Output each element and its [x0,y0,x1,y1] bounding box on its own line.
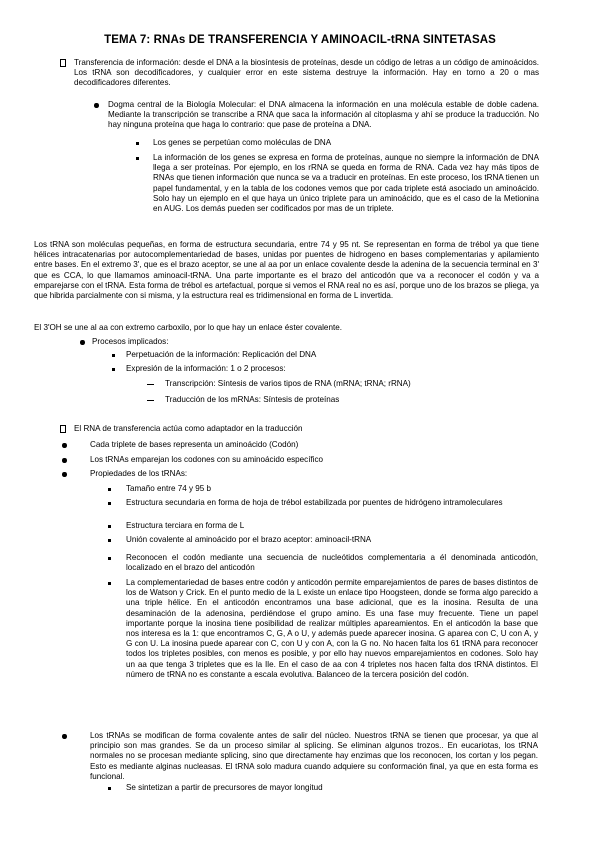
dot-bullet-icon [62,443,67,448]
paragraph-precursors: Se sintetizan a partir de precursores de mayor longitud [126,783,323,792]
box-bullet-icon [60,425,66,433]
paragraph-pairing: Los tRNAs emparejan los codones con su aminoácido específico [90,455,324,464]
paragraph-gene-expression: La información de los genes se expresa en forma de proteínas, aunque no siempre la información de DNA llega a ser proteínas. Por ejemplo, en los rRNA se queda en forma de RNA. Cada vez hay más tipos de RNAs que tienen información que nunca se va a traducir en proteínas. En este proceso, los tRNA tienen un papel fundamental, y en la tabla de los codones vemos que por cada triplete está asociado un aminoácido. Solo hay un ejemplo en el que haya un único triplete para un aminoácido, que es el caso de la Metionina en AUG. Los demás pueden ser codificados por mas de un triplete. [153,153,539,214]
square-bullet-icon [136,157,139,160]
box-bullet-icon [60,59,66,67]
square-bullet-icon [108,525,111,528]
square-bullet-icon [112,368,115,371]
paragraph-processes: Procesos implicados: [92,337,169,346]
paragraph-covalent-union: Unión covalente al aminoácido por el brazo aceptor: aminoacil-tRNA [126,535,372,544]
dot-bullet-icon [62,734,67,739]
square-bullet-icon [108,488,111,491]
paragraph-trna-structure: Los tRNA son moléculas pequeñas, en forma de estructura secundaria, entre 74 y 95 nt. Se representan en forma de trébol ya que tiene hélices intracatenarias por autocomplementariedad de bases, unidas por puentes de hidrogeno en bases complementarias y apilamiento entre bases. En el extremo 3', que es el brazo aceptor, se une al aa por un enlace covalente desde la adenina de la secuencia terminal en 3' que es CCA, lo que llamamos aminoacil-tRNA. Una parte importante es el brazo del anticodón que va a reconocer el codón y va a emparejarse con el tRNA. Esta forma de trébol es artefactual, porque si vemos el RNA real no es así, porque uno de los brazos se pliega, ya que hibrida parcialmente con si misma, y la estructura real es tridimensional en forma de L invertida. [34,240,539,301]
paragraph-transcription: Transcripción: Síntesis de varios tipos de RNA (mRNA; tRNA; rRNA) [165,379,411,388]
dot-bullet-icon [62,472,67,477]
dash-bullet-icon [147,384,154,385]
paragraph-genes-perpetuate: Los genes se perpetúan como moléculas de DNA [153,138,332,147]
paragraph-tertiary-structure: Estructura terciara en forma de L [126,521,245,530]
square-bullet-icon [108,502,111,505]
paragraph-expression: Expresión de la información: 1 o 2 procesos: [126,364,286,373]
square-bullet-icon [108,539,111,542]
paragraph-adapter: El RNA de transferencia actúa como adaptador en la traducción [74,424,303,433]
square-bullet-icon [108,557,111,560]
paragraph-perpetuation: Perpetuación de la información: Replicación del DNA [126,350,317,359]
paragraph-secondary-structure: Estructura secundaria en forma de hoja de trébol estabilizada por puentes de hidrógeno intramoleculares [126,498,503,507]
document-title: TEMA 7: RNAs DE TRANSFERENCIA Y AMINOACIL-tRNA SINTETASAS [104,34,496,46]
paragraph-codon-recognition: Reconocen el codón mediante una secuencia de nucleótidos complementaria a él denominada anticodón, localizado en el brazo del anticodón [126,553,538,573]
dot-bullet-icon [94,103,99,108]
dash-bullet-icon [147,400,154,401]
square-bullet-icon [112,354,115,357]
paragraph-central-dogma: Dogma central de la Biología Molecular: el DNA almacena la información en una molécula estable de doble cadena. Mediante la transcripción se transcribe a RNA que saca la información al citoplasma y ahí se produce la traducción. No hay ninguna proteína que haga lo contrario: que pase de proteína a DNA. [108,100,539,130]
square-bullet-icon [108,787,111,790]
paragraph-size: Tamaño entre 74 y 95 b [126,484,212,493]
square-bullet-icon [136,142,139,145]
square-bullet-icon [108,582,111,585]
dot-bullet-icon [80,340,85,345]
paragraph-3oh-bond: El 3'OH se une al aa con extremo carboxilo, por lo que hay un enlace éster covalente. [34,323,342,332]
paragraph-wobble: La complementariedad de bases entre codón y anticodón permite emparejamientos de pares de bases distintos de los de Watson y Crick. En el punto medio de la L existe un enlace tipo Hoogsteen, donde se forma algo parecido a una triple hélice. En el anticodón encontramos una base adicional, que es la inosina. Resulta de una desaminación de la adenosina, perdiéndose el grupo amino. Es una fase muy frecuente. Tiene un papel importante porque la inosina tiene posibilidad de realizar múltiples apareamientos. En el anticodón la base que nos interesa es la 1: que encontramos C, G, A o U, y además puede aparecer inosina. G aparea con C, U con A, y G con U. La inosina puede aparear con C, con U y con A, con la G no. No hacen falta los 61 tRNA para reconocer todos los tripletes posibles, con menos es posible, y por ello hay nuevos emparejamientos en codones. Solo hay un aa que tenga 3 tripletes que es la Ile. En el caso de aa con 4 tripletes nos hacen falta dos tRNA distintos. El número de tRNA no es constante a escala evolutiva. Balanceo de la tercera posición del codón. [126,578,538,679]
dot-bullet-icon [62,458,67,463]
paragraph-triplet: Cada triplete de bases representa un aminoácido (Codón) [90,440,299,449]
paragraph-translation: Traducción de los mRNAs: Síntesis de proteínas [165,395,340,404]
paragraph-information-transfer: Transferencia de información: desde el DNA a la biosíntesis de proteínas, desde un código de letras a un código de aminoácidos. Los tRNA son decodificadores, y cualquier error en este sistema destruye la información. Hay en torno a 20 o mas decodificadores diferentes. [74,58,539,88]
paragraph-trna-modification: Los tRNAs se modifican de forma covalente antes de salir del núcleo. Nuestros tRNA se tienen que procesar, ya que al principio son mas grandes. Se da un proceso similar al splicing. Se eliminan algunos trozos.. En eucariotas, los tRNA normales no se procesan mediante splicing, sino que directamente hay enzimas que los reconocen, los cortan y los pegan. Esto es mediante alginas nucleasas. El tRNA solo madura cuando adquiere su conformación final, ya que en esta forma es funcional. [90,731,538,781]
paragraph-properties: Propiedades de los tRNAs: [90,469,188,478]
